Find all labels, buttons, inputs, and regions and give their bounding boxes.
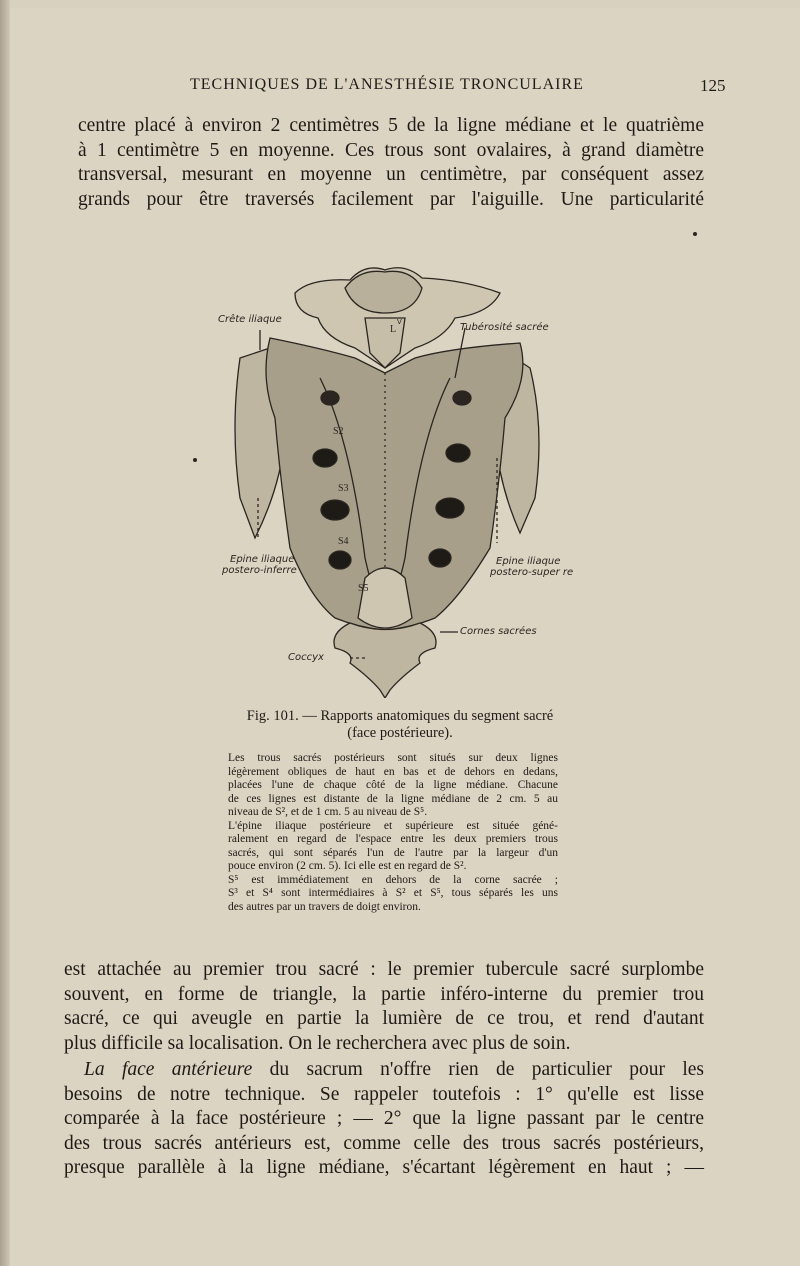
top-paragraph	[78, 114, 704, 212]
page-number: 125	[700, 76, 726, 95]
label-s2: S2	[333, 426, 344, 437]
first-line-rest: du sacrum n'offre rien de particulier pour les	[252, 1059, 705, 1080]
text-line: est attachée au premier trou sacré : le premier tubercule sacré surplombe	[64, 959, 704, 980]
text-line-first	[64, 1058, 704, 1083]
label-epine-inferieure-line1: Epine iliaque	[230, 554, 295, 565]
label-epine-inferieure-line2: postero-inferre	[222, 565, 297, 576]
text-line: plus difficile sa localisation. On le recherchera avec plus de soin.	[64, 1032, 571, 1054]
caption-line: niveau de S², et de 1 cm. 5 au niveau de S⁵.	[228, 806, 428, 818]
running-title: TECHNIQUES DE L'ANESTHÉSIE TRONCULAIRE	[190, 76, 584, 93]
text-line: besoins de notre technique. Se rappeler toutefois : 1° qu'elle est lisse	[64, 1083, 704, 1105]
bottom-paragraph-1	[64, 958, 704, 1056]
page-binding-shadow	[0, 0, 10, 1266]
print-speck	[693, 232, 697, 236]
label-s4: S4	[338, 536, 349, 547]
text-line: souvent, en forme de triangle, la partie inféro-interne du premier trou	[64, 983, 704, 1005]
label-crete-iliaque: Crête iliaque	[218, 314, 282, 325]
text-line: centre placé à environ 2 centimètres 5 de la ligne médiane et le quatrième	[78, 115, 704, 136]
caption-line: des autres par un travers de doigt environ.	[228, 900, 421, 913]
text-line: comparée à la face postérieure ; — 2° que la ligne passant par le centre	[64, 1108, 704, 1129]
figure-caption-body	[228, 752, 558, 914]
label-tuberosite-sacree: Tubérosité sacrée	[460, 322, 549, 333]
sacrum-figure	[200, 258, 574, 698]
caption-title-line: (face postérieure).	[347, 725, 453, 741]
label-s5: S5	[358, 583, 369, 594]
italic-lead: La face antérieure	[84, 1059, 253, 1080]
text-line: à 1 centimètre 5 en moyenne. Ces trous sont ovalaires, à grand diamètre	[78, 139, 704, 161]
caption-line: Les trous sacrés postérieurs sont situés sur deux lignes	[228, 752, 558, 764]
caption-line: de ces lignes est distante de la ligne médiane de 2 cm. 5 au	[228, 792, 558, 805]
text-line: des trous sacrés antérieurs est, comme celle des trous sacrés postérieurs,	[64, 1132, 704, 1154]
text-line: grands pour être traversés facilement par l'aiguille. Une particularité	[78, 188, 704, 210]
caption-title-line: Fig. 101. — Rapports anatomiques du segment sacré	[246, 708, 554, 724]
text-line: sacré, ce qui aveugle en partie la lumière de ce trou, et rend d'autant	[64, 1008, 704, 1029]
label-epine-superieure-line1: Epine iliaque	[496, 556, 561, 567]
caption-line: L'épine iliaque postérieure et supérieure est située géné-	[228, 819, 558, 832]
text-line: presque parallèle à la ligne médiane, s'écartant légèrement en haut ; —	[64, 1157, 704, 1178]
figure-caption-title	[200, 708, 600, 742]
label-cornes-sacrees: Cornes sacrées	[460, 626, 537, 637]
caption-line: sacrés, qui sont séparés l'un de l'autre par la largeur d'un	[228, 846, 558, 859]
print-speck	[193, 458, 197, 462]
caption-line: S⁵ est immédiatement en dehors de la corne sacrée ;	[228, 873, 558, 886]
label-l5-exponent: V	[397, 318, 402, 326]
text-line: transversal, mesurant en moyenne un centimètre, par conséquent assez	[78, 164, 704, 185]
caption-line: pouce environ (2 cm. 5). Ici elle est en regard de S².	[228, 860, 467, 872]
caption-line: S³ et S⁴ sont intermédiaires à S² et S⁵, tous séparés les uns	[228, 887, 558, 899]
caption-line: placées l'une de chaque côté de la ligne médiane. Chacune	[228, 779, 558, 791]
label-epine-superieure-line2: postero-super re	[490, 567, 574, 578]
label-coccyx: Coccyx	[288, 652, 324, 663]
caption-line: légèrement obliques de haut en bas et de dehors en dedans,	[228, 765, 558, 778]
bottom-paragraph-2	[64, 1058, 704, 1181]
caption-line: ralement en regard de l'espace entre les deux premiers trous	[228, 833, 558, 845]
running-head	[0, 76, 800, 96]
label-s3: S3	[338, 483, 349, 494]
label-l5: L	[390, 324, 397, 335]
